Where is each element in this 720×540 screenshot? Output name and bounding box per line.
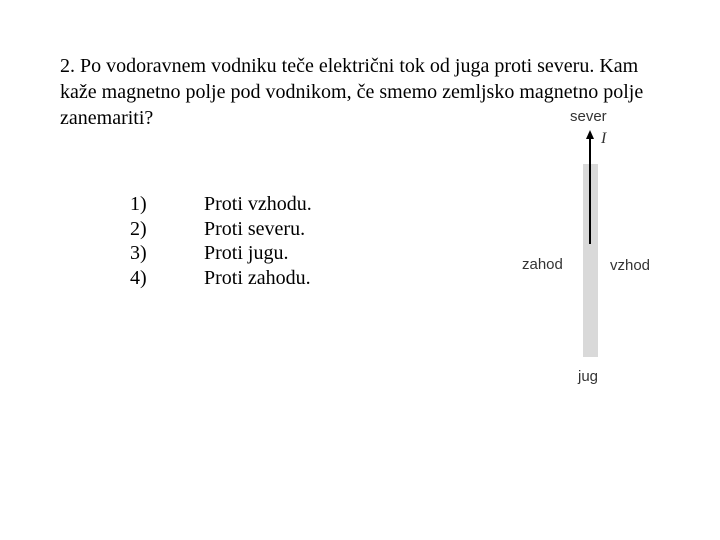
- answer-number: 2): [130, 217, 147, 240]
- south-label: jug: [578, 368, 599, 385]
- answer-number: 1): [130, 193, 147, 215]
- answer-option-2: [130, 217, 312, 242]
- answer-number: 4): [130, 266, 147, 289]
- north-label: sever: [570, 108, 607, 125]
- question-number: 2: [60, 55, 70, 77]
- answer-option-1: [130, 192, 312, 217]
- answer-text: Proti severu.: [204, 217, 306, 240]
- wire-diagram: [510, 100, 690, 400]
- answer-text: Proti vzhodu.: [204, 193, 312, 215]
- answer-text: Proti jugu.: [204, 242, 289, 264]
- current-arrow-icon: [580, 130, 600, 250]
- answer-option-4: [130, 266, 312, 291]
- answer-option-3: [130, 241, 312, 266]
- answer-text: Proti zahodu.: [204, 266, 311, 289]
- current-label: I: [601, 130, 607, 147]
- east-label: vzhod: [610, 257, 651, 274]
- answer-number: 3): [130, 242, 147, 264]
- answer-list: [130, 192, 312, 290]
- west-label: zahod: [522, 256, 563, 273]
- question-body: . Po vodoravnem vodniku teče električni tok od juga proti severu. Kam kaže magnetno polje pod vodnikom, če smemo zemljsko magnetno polje zanemariti?: [60, 55, 644, 129]
